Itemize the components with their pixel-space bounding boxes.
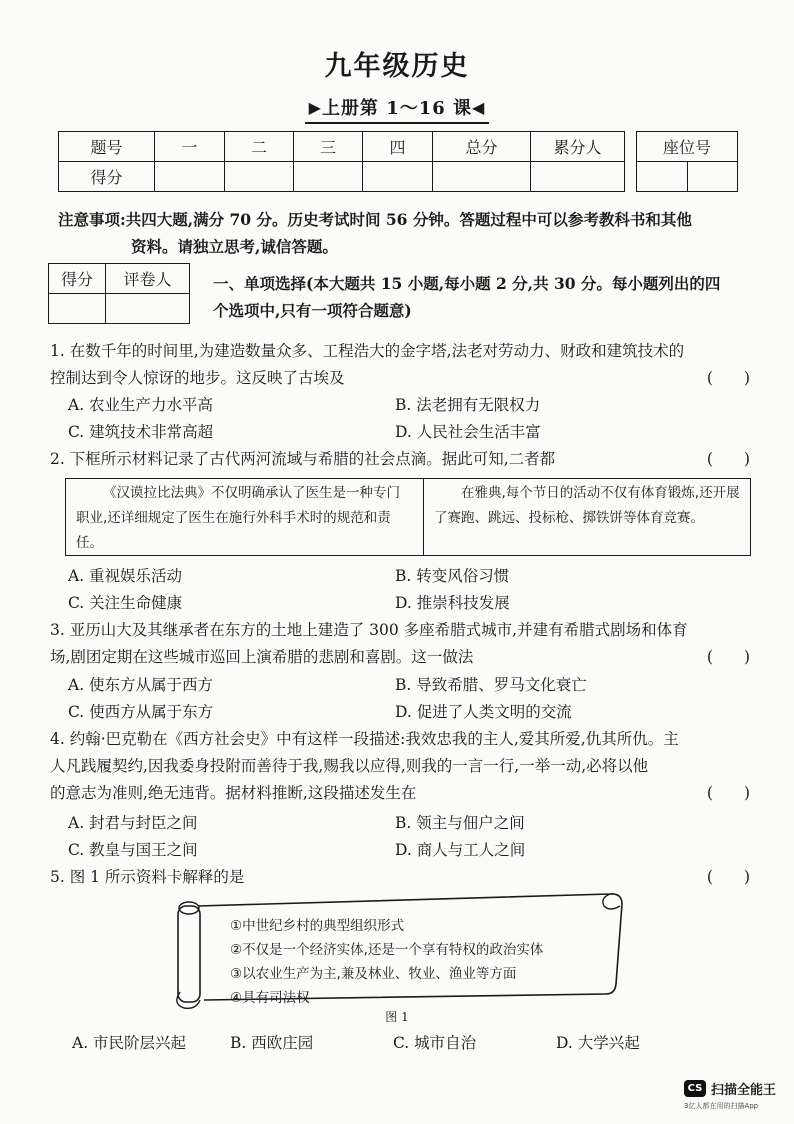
question-text-line — [50, 780, 750, 807]
question-text: 2. 下框所示材料记录了古代两河流域与希腊的社会点滴。据此可知,二者都 — [50, 450, 556, 468]
subtitle-wrap — [0, 94, 794, 124]
question-3 — [50, 617, 750, 671]
question-5 — [50, 864, 750, 891]
option-b[interactable]: B. 法老拥有无限权力 — [395, 396, 541, 414]
scanner-logo — [684, 1079, 776, 1098]
option-a[interactable]: A. 使东方从属于西方 — [68, 676, 214, 694]
option-b[interactable]: B. 转变风俗习惯 — [395, 567, 510, 585]
option-c[interactable]: C. 关注生命健康 — [68, 594, 183, 612]
question-1 — [50, 338, 750, 392]
answer-bracket[interactable]: ( ) — [706, 648, 750, 666]
scanner-name: 扫描全能王 — [711, 1083, 777, 1098]
score-table — [58, 131, 625, 192]
subtitle-banner — [305, 94, 490, 124]
material-right: 在雅典,每个节日的活动不仅有体育锻炼,还开展了赛跑、跳远、投标枪、掷铁饼等体育竞赛。 — [434, 485, 740, 526]
score-cell[interactable] — [433, 162, 531, 192]
card-line: ③以农业生产为主,兼及林业、牧业、渔业等方面 — [230, 966, 517, 982]
section-heading-line: 个选项中,只有一项符合题意) — [213, 301, 412, 320]
option-d[interactable]: D. 推崇科技发展 — [395, 594, 510, 612]
option-c[interactable]: C. 教皇与国王之间 — [68, 841, 198, 859]
question-text: 的意志为准则,绝无违背。据材料推断,这段描述发生在 — [50, 784, 417, 802]
score-header-cell: 累分人 — [531, 132, 625, 162]
score-header-cell: 总分 — [433, 132, 531, 162]
option-c[interactable]: C. 城市自治 — [393, 1034, 477, 1052]
score-cell[interactable] — [294, 162, 363, 192]
option-a[interactable]: A. 市民阶层兴起 — [72, 1034, 187, 1052]
question-text-line — [50, 446, 750, 473]
option-d[interactable]: D. 大学兴起 — [556, 1034, 640, 1052]
figure-caption: 图 1 — [385, 1010, 409, 1024]
card-line: ②不仅是一个经济实体,还是一个享有特权的政治实体 — [230, 942, 544, 958]
score-cell[interactable] — [531, 162, 625, 192]
option-a[interactable]: A. 封君与封臣之间 — [68, 814, 198, 832]
score-cell[interactable] — [225, 162, 294, 192]
option-b[interactable]: B. 领主与佃户之间 — [395, 814, 525, 832]
question-text-line — [50, 864, 750, 891]
question-text: 4. 约翰·巴克勒在《西方社会史》中有这样一段描述:我效忠我的主人,爱其所爱,仇其所仇。主 — [50, 730, 679, 748]
score-row-label: 得分 — [59, 162, 155, 192]
question-2 — [50, 446, 750, 473]
subtitle-text: 上册第 1～16 课 — [321, 98, 473, 119]
resource-card-text — [230, 914, 543, 1010]
grader-score-label: 得分 — [49, 264, 106, 294]
question-text: 控制达到令人惊讶的地步。这反映了古埃及 — [50, 369, 345, 387]
card-line: ④具有司法权 — [230, 990, 310, 1006]
section-heading — [213, 270, 753, 324]
card-line: ①中世纪乡村的典型组织形式 — [230, 918, 405, 934]
notice-line: 注意事项:共四大题,满分 70 分。历史考试时间 56 分钟。答题过程中可以参考教科书和其他 — [58, 210, 692, 229]
grader-table — [48, 263, 190, 324]
answer-bracket[interactable]: ( ) — [706, 450, 750, 468]
question-text: 5. 图 1 所示资料卡解释的是 — [50, 868, 245, 886]
score-header-cell: 二 — [225, 132, 294, 162]
option-c[interactable]: C. 使西方从属于东方 — [68, 703, 214, 721]
seat-label: 座位号 — [637, 132, 738, 162]
option-a[interactable]: A. 农业生产力水平高 — [68, 396, 214, 414]
question-text: 1. 在数千年的时间里,为建造数量众多、工程浩大的金字塔,法老对劳动力、财政和建筑技术的 — [50, 342, 685, 360]
score-cell[interactable] — [155, 162, 225, 192]
score-cell[interactable] — [363, 162, 433, 192]
option-d[interactable]: D. 促进了人类文明的交流 — [395, 703, 572, 721]
section-heading-line: 一、单项选择(本大题共 15 小题,每小题 2 分,共 30 分。每小题列出的四 — [213, 274, 721, 293]
question-text-line — [50, 644, 750, 671]
grader-name-cell[interactable] — [106, 294, 190, 324]
question-text: 人凡践履契约,因我委身投附而善待于我,赐我以应得,则我的一言一行,一举一动,必将以他 — [50, 757, 649, 775]
exam-notice — [58, 206, 748, 260]
option-b[interactable]: B. 导致希腊、罗马文化衰亡 — [395, 676, 587, 694]
triangle-left-icon: ◀ — [472, 98, 486, 117]
question-text-line — [50, 365, 750, 392]
option-b[interactable]: B. 西欧庄园 — [230, 1034, 314, 1052]
option-a[interactable]: A. 重视娱乐活动 — [68, 567, 183, 585]
option-d[interactable]: D. 商人与工人之间 — [395, 841, 526, 859]
question-text: 3. 亚历山大及其继承者在东方的土地上建造了 300 多座希腊式城市,并建有希腊式剧场和体育 — [50, 621, 688, 639]
score-header-cell: 一 — [155, 132, 225, 162]
seat-cell[interactable] — [687, 162, 738, 192]
answer-bracket[interactable]: ( ) — [706, 369, 750, 387]
answer-bracket[interactable]: ( ) — [706, 784, 750, 802]
material-left: 《汉谟拉比法典》不仅明确承认了医生是一种专门职业,还详细规定了医生在施行外科手术时的规范和责任。 — [66, 479, 424, 555]
material-box — [65, 478, 751, 556]
grader-label: 评卷人 — [106, 264, 190, 294]
question-text: 场,剧团定期在这些城市巡回上演希腊的悲剧和喜剧。这一做法 — [50, 648, 474, 666]
triangle-right-icon: ▶ — [308, 98, 322, 117]
page-title: 九年级历史 — [324, 51, 470, 82]
option-c[interactable]: C. 建筑技术非常高超 — [68, 423, 214, 441]
question-4 — [50, 726, 750, 807]
score-header-cell: 三 — [294, 132, 363, 162]
answer-bracket[interactable]: ( ) — [706, 868, 750, 886]
option-d[interactable]: D. 人民社会生活丰富 — [395, 423, 541, 441]
seat-cell[interactable] — [637, 162, 688, 192]
score-header-cell: 题号 — [59, 132, 155, 162]
notice-line: 资料。请独立思考,诚信答题。 — [131, 237, 338, 256]
scanner-tagline: 3亿人都在用的扫描App — [684, 1102, 759, 1110]
score-header-cell: 四 — [363, 132, 433, 162]
seat-table — [636, 131, 738, 192]
grader-score-cell[interactable] — [49, 294, 106, 324]
camscanner-icon: CS — [684, 1080, 706, 1097]
